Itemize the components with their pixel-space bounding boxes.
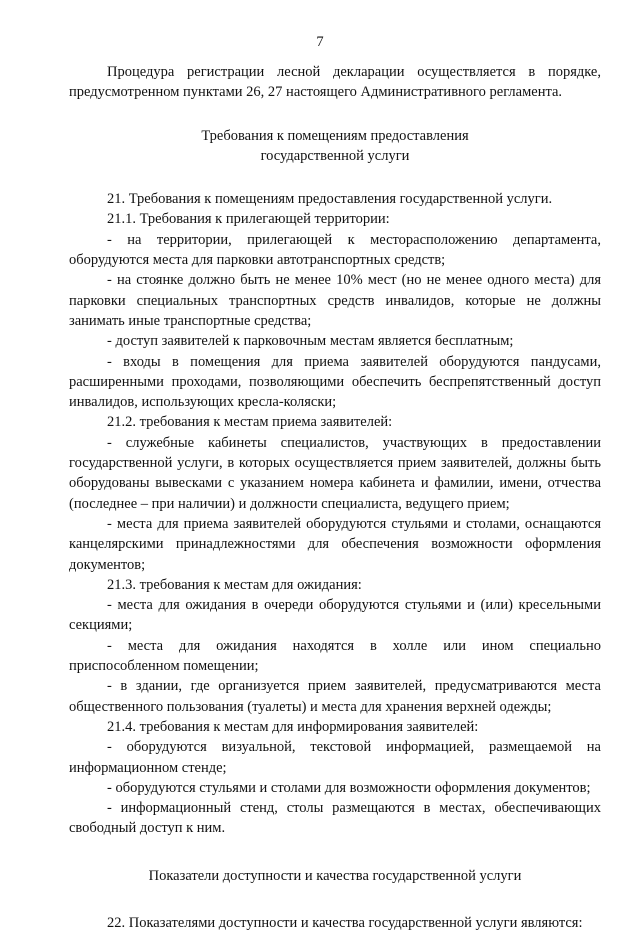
paragraph: - места для приема заявителей оборудуются стульями и столами, оснащаются канцелярскими принадлежностями для обеспечения возможности оформления документов; (69, 515, 601, 573)
body-text (69, 62, 601, 933)
paragraph: - на стоянке должно быть не менее 10% мест (но не менее одного места) для парковки специальных транспортных средств инвалидов, которые не должны занимать иные транспортные средства; (69, 272, 601, 329)
paragraph: - входы в помещения для приема заявителей оборудуются пандусами, расширенными проходами, позволяющими обеспечить беспрепятственный доступ инвалидов, использующих кресла-коляски; (69, 353, 601, 411)
paragraph: - оборудуются стульями и столами для возможности оформления документов; (107, 779, 591, 796)
paragraph: - оборудуются визуальной, текстовой информацией, размещаемой на информационном стенде; (69, 739, 601, 776)
paragraph: - информационный стенд, столы размещаются в местах, обеспечивающих свободный доступ к ним. (69, 800, 601, 837)
intro-paragraph: Процедура регистрации лесной декларации осуществляется в порядке, предусмотренном пунктами 26, 27 настоящего Административного регламента. (69, 64, 601, 101)
paragraph: 21.4. требования к местам для информирования заявителей: (107, 718, 479, 735)
paragraph: - на территории, прилегающей к месторасположению департамента, оборудуются места для парковки автотранспортных средств; (69, 231, 601, 269)
paragraph: - служебные кабинеты специалистов, участвующих в предоставлении государственной услуги, в которых осуществляется прием заявителей, должны быть оборудованы вывесками с указанием номера кабинета и фамилии, имени, отчества (последнее – при наличии) и должности специалиста, ведущего прием; (69, 434, 601, 512)
paragraph: 21. Требования к помещениям предоставления государственной услуги. (107, 191, 553, 208)
paragraph: - места для ожидания находятся в холле или ином специально приспособленном помещении; (69, 637, 601, 675)
paragraph: - в здании, где организуется прием заявителей, предусматриваются места общественного пользования (туалеты) и места для хранения верхней одежды; (69, 678, 601, 715)
section-heading-line-2: государственной услуги (260, 147, 410, 164)
paragraph: - места для ожидания в очереди оборудуются стульями и (или) кресельными секциями; (69, 597, 601, 634)
section-heading-2: Показатели доступности и качества государственной услуги (148, 867, 522, 884)
paragraph: 21.1. Требования к прилегающей территории: (107, 211, 390, 228)
section-heading-line-1: Требования к помещениям предоставления (201, 127, 469, 144)
page-number: 7 (316, 34, 324, 50)
final-paragraph: 22. Показателями доступности и качества государственной услуги являются: (107, 914, 583, 931)
paragraph: 21.3. требования к местам для ожидания: (107, 576, 362, 593)
paragraph: - доступ заявителей к парковочным местам является бесплатным; (107, 333, 514, 350)
paragraph: 21.2. требования к местам приема заявителей: (107, 414, 393, 431)
